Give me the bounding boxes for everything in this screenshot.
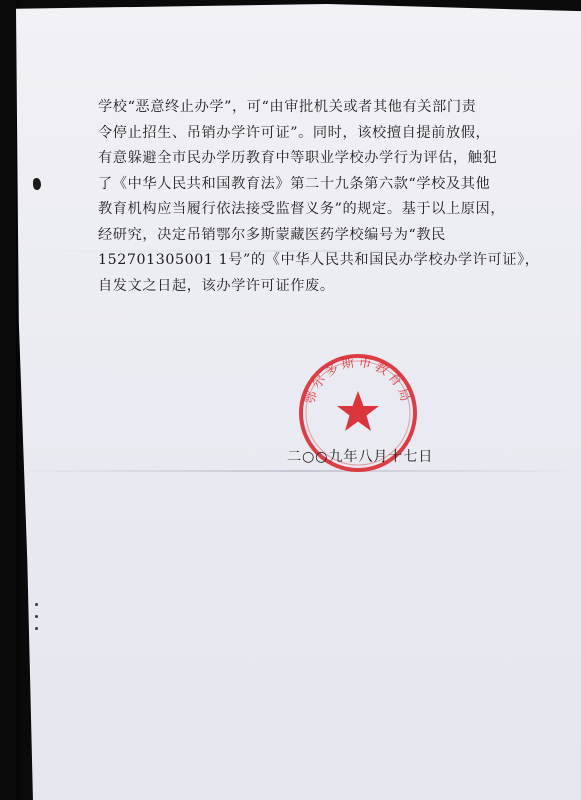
body-line: 有意躲避全市民办学历教育中等职业学校办学行为评估，触犯 <box>98 150 498 166</box>
binding-dot <box>35 615 38 618</box>
binding-dot <box>35 627 38 630</box>
body-line: 教育机构应当履行依法接受监督义务”的规定。基于以上原因， <box>98 201 506 217</box>
body-line: 经研究，决定吊销鄂尔多斯蒙藏医药学校编号为“教民 <box>98 226 446 243</box>
body-line: 152701305001 1号”的《中华人民共和国民办学校办学许可证》， <box>98 252 540 268</box>
star-icon <box>337 391 379 431</box>
document-date: 二○○九年八月十七日 <box>287 449 434 465</box>
binding-marks <box>33 603 43 643</box>
seal-ring-text: 鄂尔多斯市教育局 <box>302 355 414 407</box>
punch-hole-mark <box>33 178 41 190</box>
body-line: 学校“恶意终止办学”，可“由审批机关或者其他有关部门责 <box>98 99 477 115</box>
document-body <box>98 95 538 299</box>
body-line: 令停止招生、吊销办学许可证”。同时，该校擅自提前放假， <box>98 124 491 141</box>
body-line: 自发文之日起，该办学许可证作废。 <box>98 277 335 294</box>
binding-dot <box>35 603 38 606</box>
body-line: 了《中华人民共和国教育法》第二十九条第六款“学校及其他 <box>98 175 491 192</box>
